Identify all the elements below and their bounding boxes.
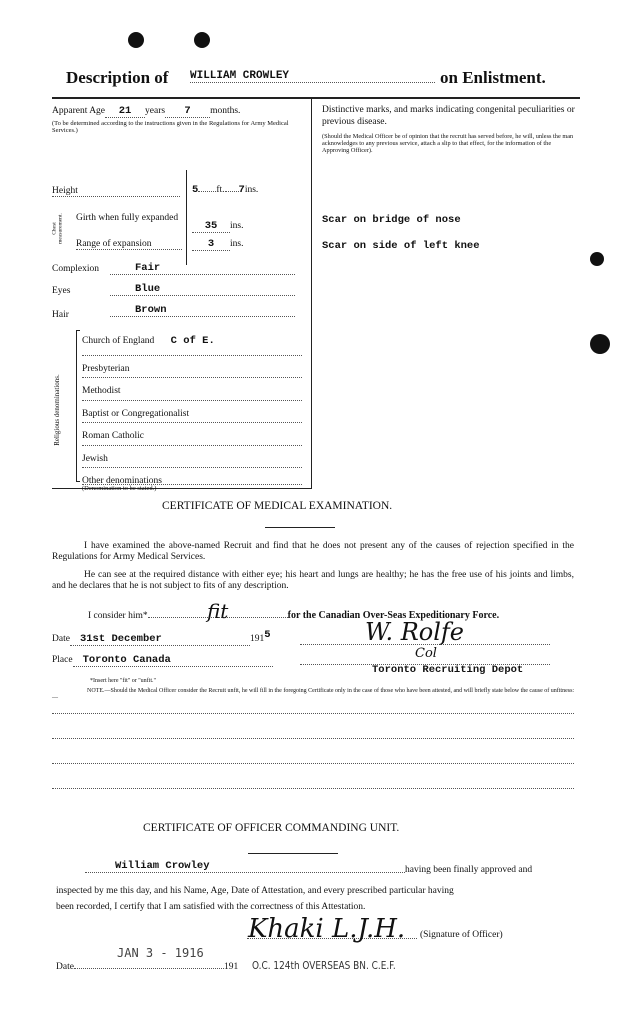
date-label: Date <box>52 634 70 645</box>
religion-row <box>82 378 302 401</box>
chest-label: Chest measurement. <box>51 213 64 244</box>
height-ft: 5 <box>192 184 199 196</box>
place-value: Toronto Canada <box>73 654 273 667</box>
punch-hole <box>194 32 210 48</box>
blank-line <box>52 788 574 789</box>
religion-value: C of E. <box>170 335 215 347</box>
medical-officer-rank: Col <box>415 646 437 661</box>
recruit-name: WILLIAM CROWLEY <box>190 70 435 83</box>
medical-officer-signature: W. Rolfe <box>365 618 465 646</box>
unit-stamp: O.C. 124th OVERSEAS BN. C.E.F. <box>252 960 396 972</box>
officer-title: CERTIFICATE OF OFFICER COMMANDING UNIT. <box>143 822 400 834</box>
religion-name: Other denominations <box>82 476 162 486</box>
hair-label: Hair <box>52 310 69 320</box>
medical-paragraph-1: I have examined the above-named Recruit and find that he does not present any of the causes of rejection specified in the Regulations for Army Medical Services. <box>52 541 574 562</box>
religion-row <box>82 468 302 485</box>
officer-line-3: been recorded, I certify that I am satisfied with the correctness of this Attestation. <box>56 902 366 912</box>
divider <box>311 99 312 489</box>
distinctive-marks-note: (Should the Medical Officer be of opinion that the recruit has served before, he will, unless the man acknowledges to any previous service, attach a slip to that effect, for the information of the Approving Officer). <box>322 133 574 154</box>
blank-line <box>52 713 574 714</box>
eyes-label: Eyes <box>52 286 71 296</box>
religion-label: Religious denominations. <box>53 374 61 446</box>
distinctive-mark: Scar on bridge of nose <box>322 214 461 226</box>
religion-name: Jewish <box>82 453 108 464</box>
age-months: 7 <box>184 105 191 117</box>
bracket <box>76 330 80 482</box>
blank-line <box>52 738 574 739</box>
religion-row <box>82 333 302 356</box>
religion-list <box>82 333 302 492</box>
hair-value: Brown <box>110 304 295 317</box>
officer-line-2: inspected by me this day, and his Name, Age, Date of Attestation, and every prescribed particular having <box>56 886 454 896</box>
officer-recruit-name: William Crowley <box>85 860 405 873</box>
officer-line-1: having been finally approved and <box>405 865 533 875</box>
header-suffix: on Enlistment. <box>440 68 546 87</box>
religion-row <box>82 356 302 379</box>
years-label: years <box>145 106 166 116</box>
consider-suffix: for the Canadian Over-Seas Expeditionary Force. <box>287 610 500 621</box>
religion-row <box>82 446 302 469</box>
range-value: 3 <box>192 238 230 251</box>
denomination-note: (Denomination to be stated.) <box>82 485 157 492</box>
eyes-value: Blue <box>110 283 295 296</box>
religion-name: Presbyterian <box>82 363 130 374</box>
complexion-label: Complexion <box>52 264 99 274</box>
officer-signature: Khaki L.J.H. <box>248 914 406 944</box>
range-label: Range of expansion <box>76 239 182 250</box>
depot-value: Toronto Recruiting Depot <box>372 664 524 676</box>
received-date-stamp: JAN 3 - 1916 <box>117 946 204 960</box>
ins-label: ins. <box>244 185 259 195</box>
insert-note: *Insert here "fit" or "unfit." <box>90 678 156 684</box>
age-years: 21 <box>118 105 132 117</box>
year-digit: 5 <box>264 629 271 641</box>
complexion-value: Fair <box>110 262 295 275</box>
height-in: 7 <box>238 184 245 196</box>
girth-value: 35 <box>192 220 230 233</box>
medical-title: CERTIFICATE OF MEDICAL EXAMINATION. <box>162 500 393 512</box>
religion-row <box>82 423 302 446</box>
year-prefix: 191 <box>223 962 239 972</box>
unfitness-note: NOTE.—Should the Medical Officer consider the Recruit unfit, he will fill in the foregoing Certificate only in the case of those who have been attested, and will briefly state below the cause of unfitness:— <box>52 688 575 701</box>
divider <box>248 853 338 854</box>
place-label: Place <box>52 655 73 665</box>
year-prefix: 191 <box>249 634 265 645</box>
religion-name: Baptist or Congregationalist <box>82 408 190 419</box>
religion-name: Methodist <box>82 386 121 396</box>
age-label: Apparent Age <box>52 106 106 116</box>
distinctive-mark: Scar on side of left knee <box>322 240 480 252</box>
date-label: Date <box>56 962 74 972</box>
ins-label: ins. <box>230 239 244 249</box>
punch-hole <box>590 252 604 266</box>
signature-label: (Signature of Officer) <box>420 930 503 940</box>
age-note: (To be determined according to the instructions given in the Regulations for Army Medical Services.) <box>52 120 289 134</box>
distinctive-marks-title: Distinctive marks, and marks indicating congenital peculiarities or previous disease. <box>322 105 575 127</box>
ft-label: ft. <box>216 185 225 195</box>
fitness-value: fit <box>148 605 288 618</box>
divider <box>186 170 187 265</box>
religion-name: Church of England <box>82 336 155 346</box>
height-label: Height <box>52 186 180 197</box>
date-value: 31st December <box>70 633 250 646</box>
header-prefix: Description of <box>66 68 169 87</box>
divider <box>265 527 335 528</box>
punch-hole <box>128 32 144 48</box>
medical-paragraph-2: He can see at the required distance with either eye; his heart and lungs are healthy; he has the free use of his joints and limbs, and he declares that he is not subject to fits of any description. <box>52 570 574 591</box>
divider <box>52 97 580 99</box>
girth-label: Girth when fully expanded <box>76 213 179 223</box>
months-label: months. <box>210 106 241 116</box>
religion-row <box>82 401 302 424</box>
ins-label: ins. <box>230 221 244 231</box>
religion-name: Roman Catholic <box>82 431 145 441</box>
consider-label: I consider him* <box>88 611 148 621</box>
blank-line <box>52 763 574 764</box>
punch-hole <box>590 334 610 354</box>
